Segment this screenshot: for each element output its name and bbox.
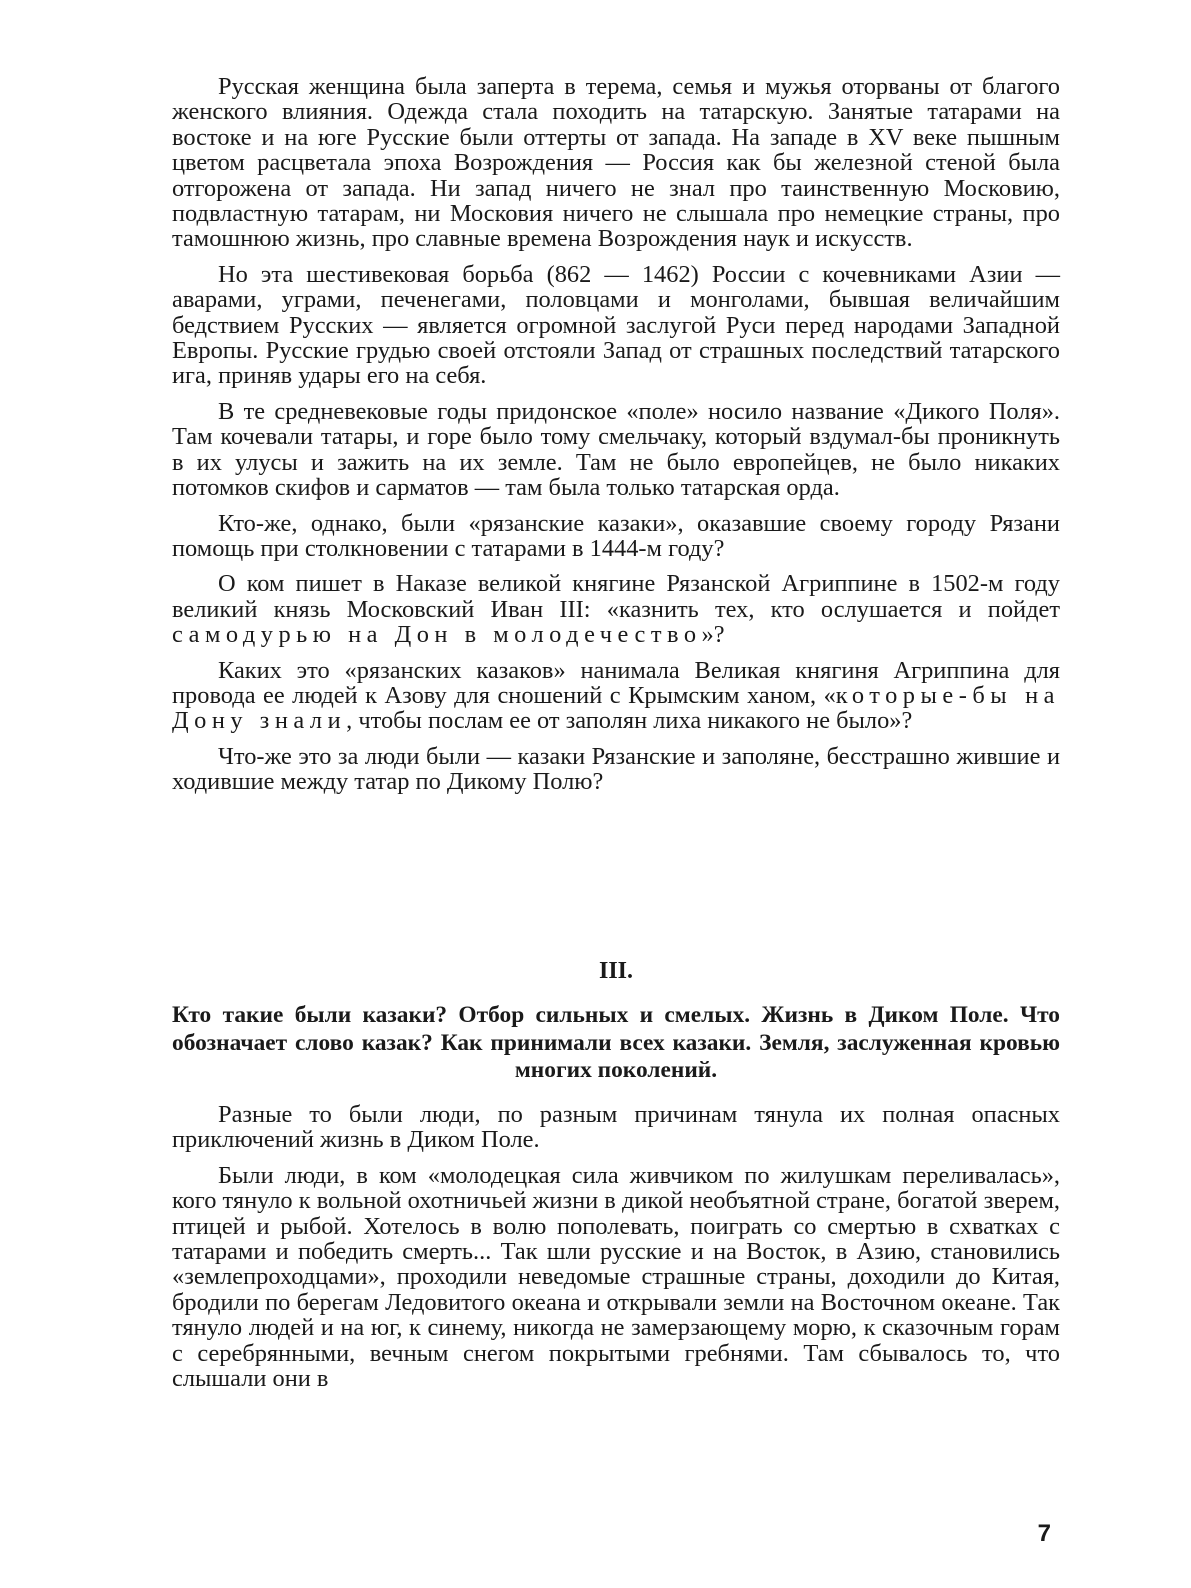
section-number: III. <box>598 958 634 984</box>
nakaz-text-after: »? <box>701 621 725 649</box>
paragraph-six-century-struggle: Но эта шестивековая борьба (862 — 1462) России с кочевниками Азии — аварами, уграми, печенегами, половцами и монголами, бывшая величайшим бедствием Русских — является огромной заслугой Руси перед народами Западной Европы. Русские грудью своей отстояли Запад от страшных последствий татарского ига, приняв удары его на себя. <box>172 260 1060 390</box>
paragraph-brave-men: Были люди, в ком «молодецкая сила живчиком по жилушкам переливалась», кого тянуло к вольной охотничьей жизни в дикой необъятной стране, богатой зверем, птицей и рыбой. Хотелось в волю пополевать, поиграть со смертью в схватках с татарами и победить смерть... Так шли русские и на Восток, в Азию, становились «землепроходцами», проходили неведомые страшные страны, доходили до Китая, бродили по берегам Ледовитого океана и открывали земли на Восточном океане. Так тянуло людей и на юг, к синему, никогда не замерзающему морю, к сказочным горам с серебрянными, вечным снегом покрытыми гребнями. Там сбывалось то, что слышали они в <box>172 1161 1060 1393</box>
page-body <box>172 73 1060 1393</box>
nakaz-text-before: О ком пишет в Наказе великой княгине Рязанской Агриппине в 1502-м году великий князь Московский Иван III: «казнить тех, кто ослушается и пойдет <box>172 570 1060 623</box>
section-heading: Кто такие были казаки? Отбор сильных и смелых. Жизнь в Диком Поле. Что обозначает слово казак? Как принимали всех казаки. Земля, заслуженная кровью многих поколений. <box>172 1002 1060 1083</box>
paragraph-women-isolation: Русская женщина была заперта в терема, семья и мужья оторваны от благого женского влияния. Одежда стала походить на татарскую. Занятые татарами на востоке и на юге Русские были оттерты от запада. На западе в XV веке пышным цветом расцветала эпоха Возрождения — Россия как бы железной стеной была отгорожена от запада. Ни запад ничего не знал про таинственную Московию, подвластную татарам, ни Московия ничего не слышала про немецкие страны, про тамошнюю жизнь, про славные времена Возрождения наук и искусств. <box>172 73 1060 253</box>
paragraph-agrippina <box>172 658 1060 734</box>
agrippina-text-before: Каких это «рязанских казаков» нанимала Великая княгиня Агриппина для провода ее людей к Азову для сношений с Крымским ханом, « <box>172 656 1060 709</box>
paragraph-ryazan-cossacks: Кто-же, однако, были «рязанские казаки», оказавшие своему городу Рязани помощь при столкновении с татарами в 1444-м году? <box>172 509 1060 562</box>
paragraph-wild-field: В те средневековые годы придонское «поле» носило название «Дикого Поля». Там кочевали татары, и горе было тому смельчаку, который вздумал-бы проникнуть в их улусы и зажить на их земле. Там не было европейцев, не было никаких потомков скифов и сарматов — там была только татарская орда. <box>172 397 1060 502</box>
section-body <box>172 1102 1060 1401</box>
paragraph-different-people: Разные то были люди, по разным причинам тянула их полная опасных приключений жизнь в Диком Поле. <box>172 1101 1060 1154</box>
paragraph-nakaz <box>172 571 1060 647</box>
agrippina-spaced-emphasis: которые-бы на Дону знали <box>172 681 1060 735</box>
nakaz-spaced-emphasis: самодурью на Дон в молодечество <box>172 621 702 649</box>
paragraph-last-question: Что-же это за люди были — казаки Рязанские и заполяне, бесстрашно жившие и ходившие между татар по Дикому Полю? <box>172 742 1060 796</box>
page-number: 7 <box>1037 1520 1051 1547</box>
agrippina-text-after: , чтобы послам ее от заполян лиха никакого не было»? <box>346 707 913 735</box>
